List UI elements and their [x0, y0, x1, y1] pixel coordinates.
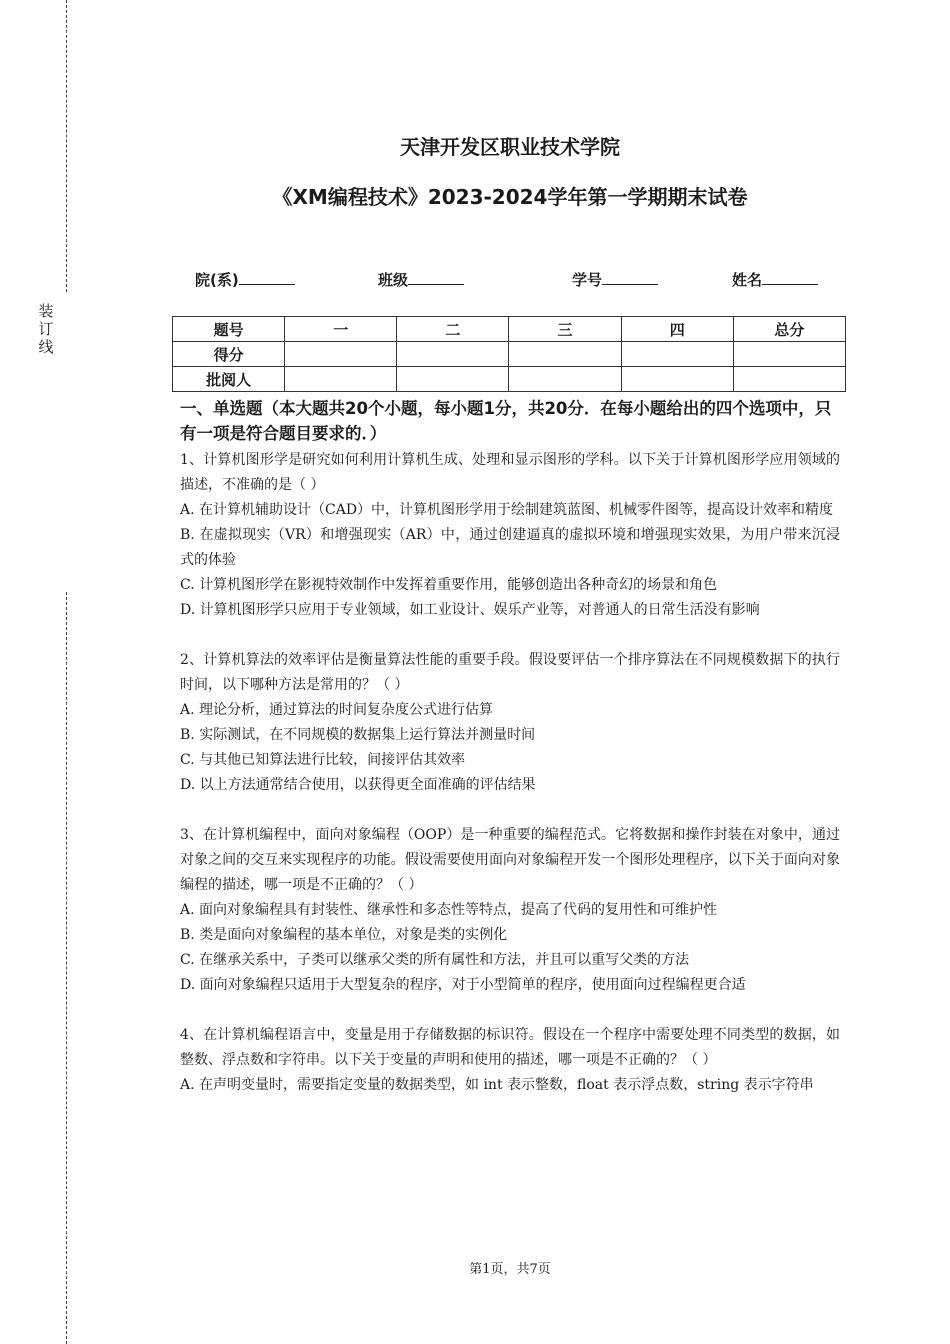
- question-2: [180, 648, 840, 798]
- option-d: D. 计算机图形学只应用于专业领域，如工业设计、娱乐产业等，对普通人的日常生活没有影响: [180, 602, 760, 618]
- grader-cell[interactable]: [509, 367, 621, 392]
- question-3: [180, 823, 840, 998]
- student-id-field[interactable]: 学号: [572, 268, 658, 290]
- score-table-header-row: [173, 317, 846, 342]
- department-blank[interactable]: [239, 268, 295, 285]
- student-id-blank[interactable]: [602, 268, 658, 285]
- question-1: [180, 448, 840, 623]
- grader-cell[interactable]: [733, 367, 845, 392]
- score-cell[interactable]: [509, 342, 621, 367]
- question-text: 2、计算机算法的效率评估是衡量算法性能的重要手段。假设要评估一个排序算法在不同规模数据下的执行时间，以下哪种方法是常用的？（ ）: [180, 652, 840, 693]
- grader-cell[interactable]: [397, 367, 509, 392]
- school-title: 天津开发区职业技术学院: [400, 135, 620, 159]
- option-c: C. 与其他已知算法进行比较，间接评估其效率: [180, 752, 466, 768]
- header-cell: 四: [621, 317, 733, 342]
- score-table: [172, 316, 846, 392]
- header-cell: 题号: [173, 317, 285, 342]
- grader-row: [173, 367, 846, 392]
- department-field[interactable]: 院(系): [195, 268, 295, 290]
- score-cell[interactable]: [397, 342, 509, 367]
- option-a: A. 理论分析，通过算法的时间复杂度公式进行估算: [180, 702, 494, 718]
- header-cell: 一: [285, 317, 397, 342]
- exam-content: [180, 396, 840, 1123]
- score-cell[interactable]: [621, 342, 733, 367]
- question-4: [180, 1023, 840, 1098]
- option-d: D. 以上方法通常结合使用，以获得更全面准确的评估结果: [180, 777, 536, 793]
- binding-dashed-line-bottom: [66, 592, 67, 1344]
- score-row: [173, 342, 846, 367]
- grader-cell[interactable]: [285, 367, 397, 392]
- row-label: 批阅人: [173, 367, 285, 392]
- option-b: B. 在虚拟现实（VR）和增强现实（AR）中，通过创建逼真的虚拟环境和增强现实效果，为用户带来沉浸式的体验: [180, 527, 840, 568]
- option-c: C. 计算机图形学在影视特效制作中发挥着重要作用，能够创造出各种奇幻的场景和角色: [180, 577, 718, 593]
- question-text: 4、在计算机编程语言中，变量是用于存储数据的标识符。假设在一个程序中需要处理不同类型的数据，如整数、浮点数和字符串。以下关于变量的声明和使用的描述，哪一项是不正确的？（ ）: [180, 1027, 840, 1068]
- question-text: 3、在计算机编程中，面向对象编程（OOP）是一种重要的编程范式。它将数据和操作封装在对象中，通过对象之间的交互来实现程序的功能。假设需要使用面向对象编程开发一个图形处理程序，以下关于面向对象编程的描述，哪一项是不正确的？（ ）: [180, 827, 840, 893]
- option-d: D. 面向对象编程只适用于大型复杂的程序，对于小型简单的程序，使用面向过程编程更合适: [180, 977, 746, 993]
- question-text: 1、计算机图形学是研究如何利用计算机生成、处理和显示图形的学科。以下关于计算机图形学应用领域的描述，不准确的是（ ）: [180, 452, 840, 493]
- option-b: B. 实际测试，在不同规模的数据集上运行算法并测量时间: [180, 727, 536, 743]
- score-cell[interactable]: [285, 342, 397, 367]
- class-field[interactable]: 班级: [378, 268, 464, 290]
- row-label: 得分: [173, 342, 285, 367]
- grader-cell[interactable]: [621, 367, 733, 392]
- page-footer: 第1页，共7页: [469, 1262, 551, 1277]
- score-cell[interactable]: [733, 342, 845, 367]
- binding-label: 装订线: [38, 302, 54, 356]
- header-cell: 三: [509, 317, 621, 342]
- section-heading: 一、单选题（本大题共20个小题，每小题1分，共20分．在每小题给出的四个选项中，只有一项是符合题目要求的．）: [180, 399, 832, 443]
- header-cell: 总分: [733, 317, 845, 342]
- class-blank[interactable]: [408, 268, 464, 285]
- exam-title: 《XM编程技术》2023-2024学年第一学期期末试卷: [272, 185, 748, 209]
- option-c: C. 在继承关系中，子类可以继承父类的所有属性和方法，并且可以重写父类的方法: [180, 952, 690, 968]
- option-a: A. 在声明变量时，需要指定变量的数据类型，如 int 表示整数，float 表示浮点数，string 表示字符串: [180, 1077, 814, 1093]
- student-info-row: [0, 268, 950, 292]
- option-b: B. 类是面向对象编程的基本单位，对象是类的实例化: [180, 927, 508, 943]
- name-blank[interactable]: [762, 268, 818, 285]
- option-a: A. 在计算机辅助设计（CAD）中，计算机图形学用于绘制建筑蓝图、机械零件图等，提高设计效率和精度: [180, 502, 834, 518]
- option-a: A. 面向对象编程具有封装性、继承性和多态性等特点，提高了代码的复用性和可维护性: [180, 902, 718, 918]
- name-field[interactable]: 姓名: [732, 268, 818, 290]
- header-cell: 二: [397, 317, 509, 342]
